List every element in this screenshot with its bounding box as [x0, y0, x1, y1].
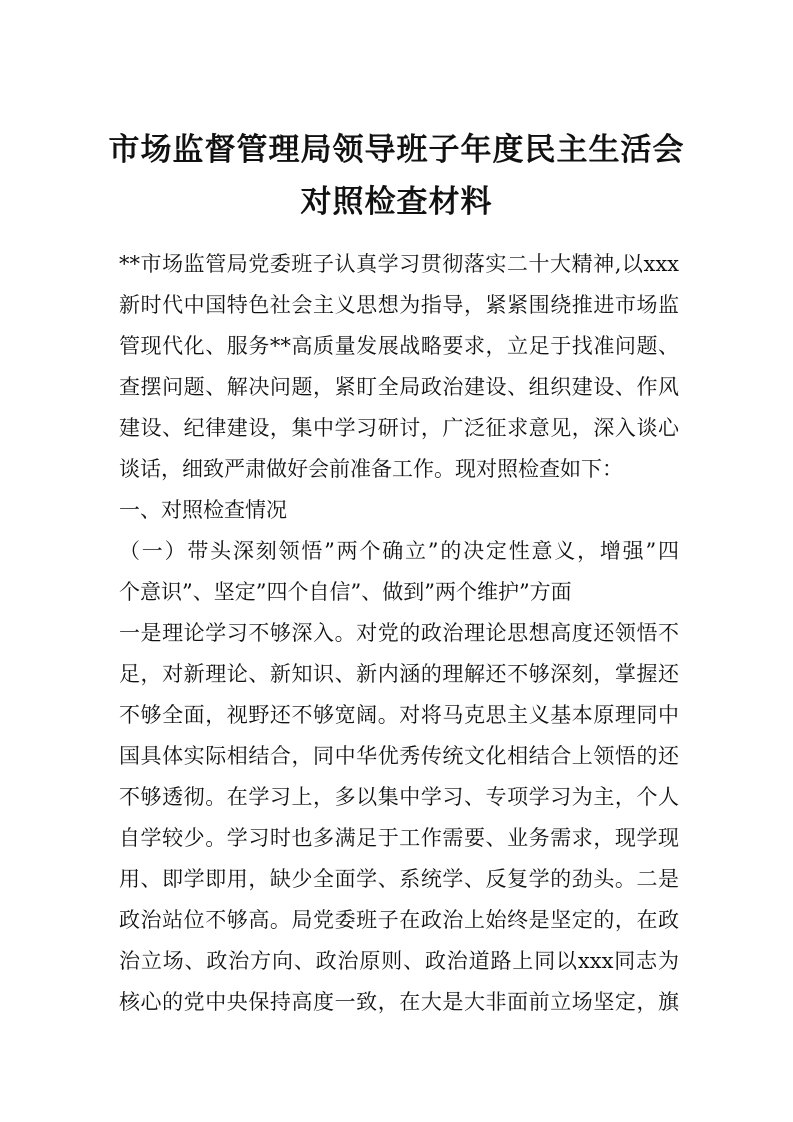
body-line-3: 管现代化、服务**高质量发展战略要求，立足于找准问题、: [119, 334, 679, 358]
document-title-line-1: 市场监督管理局领导班子年度民主生活会: [108, 132, 685, 168]
body-line-17: 政治站位不够高。局党委班子在政治上始终是坚定的，在政: [119, 908, 679, 932]
body-line-16: 用、即学即用，缺少全面学、系统学、反复学的劲头。二是: [119, 867, 679, 891]
body-line-18: 治立场、政治方向、政治原则、政治道路上同以xxx同志为: [119, 949, 679, 973]
body-line-11: 足，对新理论、新知识、新内涵的理解还不够深刻，掌握还: [119, 662, 679, 686]
document-body: [119, 244, 679, 1023]
body-line-13: 国具体实际相结合，同中华优秀传统文化相结合上领悟的还: [119, 744, 679, 768]
body-line-14: 不够透彻。在学习上，多以集中学习、专项学习为主，个人: [119, 785, 679, 809]
subsection-heading-line-2: 个意识”、坚定”四个自信”、做到”两个维护”方面: [119, 580, 572, 604]
body-line-19: 核心的党中央保持高度一致，在大是大非面前立场坚定，旗: [119, 990, 679, 1014]
body-line-12: 不够全面，视野还不够宽阔。对将马克思主义基本原理同中: [119, 703, 679, 727]
section-heading-1: 一、对照检查情况: [119, 498, 287, 522]
document-title-line-2: 对照检查材料: [300, 184, 493, 220]
body-line-4: 查摆问题、解决问题，紧盯全局政治建设、组织建设、作风: [119, 375, 679, 399]
body-line-10: 一是理论学习不够深入。对党的政治理论思想高度还领悟不: [119, 621, 679, 645]
body-line-2: 新时代中国特色社会主义思想为指导，紧紧围绕推进市场监: [119, 293, 679, 317]
body-line-15: 自学较少。学习时也多满足于工作需要、业务需求，现学现: [119, 826, 679, 850]
body-line-5: 建设、纪律建设，集中学习研讨，广泛征求意见，深入谈心: [119, 416, 679, 440]
subsection-heading-line-1: （一）带头深刻领悟”两个确立”的决定性意义，增强”四: [119, 539, 679, 563]
body-line-1: **市场监管局党委班子认真学习贯彻落实二十大精神,以xxx: [119, 252, 679, 276]
body-line-6: 谈话，细致严肃做好会前准备工作。现对照检查如下：: [119, 457, 623, 481]
